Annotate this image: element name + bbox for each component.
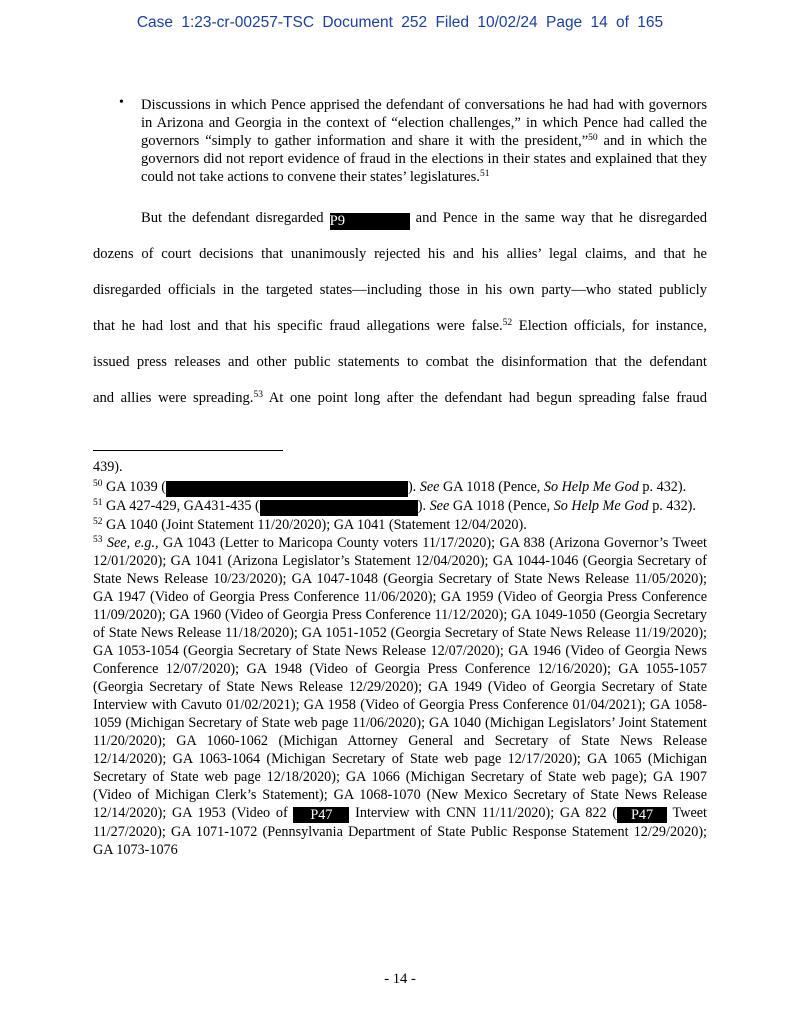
body-line-5: issued press releases and other public statements to combat the disinformation that the defendant — [93, 354, 707, 370]
body-line-3: disregarded officials in the targeted states—including those in his own party—who stated publicly — [93, 282, 707, 298]
body-line-6: and allies were spreading.$^{53}$ At one point long after the defendant had begun spreading false fraud — [93, 390, 707, 406]
body-line-4: that he had lost and that his specific fraud allegations were false.$^{52}$ Election officials, for instance, — [93, 318, 707, 334]
bullet-point: • — [119, 95, 124, 110]
footnote-ref-50[interactable]: 50 — [588, 133, 598, 143]
body-line-2: dozens of court decisions that unanimously rejected his and his allies’ legal claims, and that he — [93, 246, 707, 262]
redaction-p47: P47 — [293, 807, 349, 823]
redaction-block — [260, 500, 418, 516]
footnote-ref-52[interactable]: 52 — [502, 318, 513, 328]
footnote-continuation: 439). — [93, 459, 123, 475]
redaction-p47: P47 — [617, 807, 667, 823]
footnote-ref-53[interactable]: 53 — [253, 390, 263, 400]
body-line-1: But the defendant disregarded P9 and Pence in the same way that he disregarded — [141, 210, 708, 229]
bullet-text-part1: Discussions in which Pence apprised the defendant of conversations he had had with governors in Arizona and Georgia in the context of “election challenges,” in which Pence had called the governors “simply to gather information and share it with the president,” — [141, 97, 707, 149]
redaction-p9: P9 — [330, 213, 410, 230]
case-header: Case 1:23-cr-00257-TSC Document 252 Filed 10/02/24 Page 14 of 165 — [136, 14, 664, 31]
page-number: - 14 - — [384, 971, 416, 987]
footnote-51: $^{51}$ GA 427-429, GA431-435 ( ). See GA 1018 (Pence, So Help Me God p. 432). — [93, 498, 696, 514]
bullet-text-part2: and in which the governors did not report evidence of fraud in the elections in their states and explained that they could not take actions to convene their states’ legislatures. — [141, 133, 707, 185]
footnote-ref-51[interactable]: 51 — [479, 169, 490, 179]
bullet-paragraph — [141, 96, 707, 186]
footnote-53: $^{53}$ See, e.g., GA 1043 (Letter to Maricopa County voters 11/17/2020); GA 838 (Arizona Governor’s Tweet 12/01/2020); GA 1041 (Arizona Legislator’s Statement 12/04/2020); GA 1044-1046 (Georgia Secretary of State News Release 10/23/2020); GA 1047-1048 (Georgia Secretary of State News Release 11/05/2020); GA 1947 (Video of Georgia Press Conference 11/06/2020); GA 1959 (Video of Georgia Press Conference 11/09/2020); GA 1960 (Video of Georgia Press Conference 11/12/2020); GA 1049-1050 (Georgia Secretary of State News Release 11/18/2020); GA 1051-1052 (Georgia Secretary of State News Release 11/19/2020); GA 1053-1054 (Georgia Secretary of State News Release 12/07/2020); GA 1946 (Video of Georgia News Conference 12/07/2020); GA 1948 (Video of Georgia Press Conference 12/16/2020); GA 1055-1057 (Georgia Secretary of State News Release 12/29/2020); GA 1949 (Video of Georgia Secretary of State Interview with Cavuto 01/02/2021); GA 1958 (Video of Georgia Press Conference 01/04/2021); GA 1058-1059 (Michigan Secretary of State web page 11/06/2020); GA 1040 (Michigan Legislators’ Joint Statement 11/20/2020); GA 1060-1062 (Michigan Attorney General and Secretary of State News Release 12/14/2020); GA 1063-1064 (Michigan Secretary of State web page 12/17/2020); GA 1065 (Michigan Secretary of State web page 12/18/2020); GA 1066 (Michigan Secretary of State web page); GA 1907 (Video of Michigan Clerk’s Statement); GA 1068-1070 (New Mexico Secretary of State News Release 12/14/2020); GA 1953 (Video of P47 Interview with CNN 11/11/2020); GA 822 ( P47 Tweet 11/27/2020); GA 1071-1072 (Pennsylvania Department of State Public Response Statement 12/29/2020); GA 1073-1076 — [93, 535, 707, 858]
footnote-50: $^{50}$ GA 1039 ( ). See GA 1018 (Pence, So Help Me God p. 432). — [93, 479, 687, 495]
footnotes — [93, 458, 707, 859]
redaction-block — [166, 481, 408, 497]
footnote-separator — [93, 450, 283, 451]
footnote-52: $^{52}$ GA 1040 (Joint Statement 11/20/2020); GA 1041 (Statement 12/04/2020). — [93, 517, 527, 533]
